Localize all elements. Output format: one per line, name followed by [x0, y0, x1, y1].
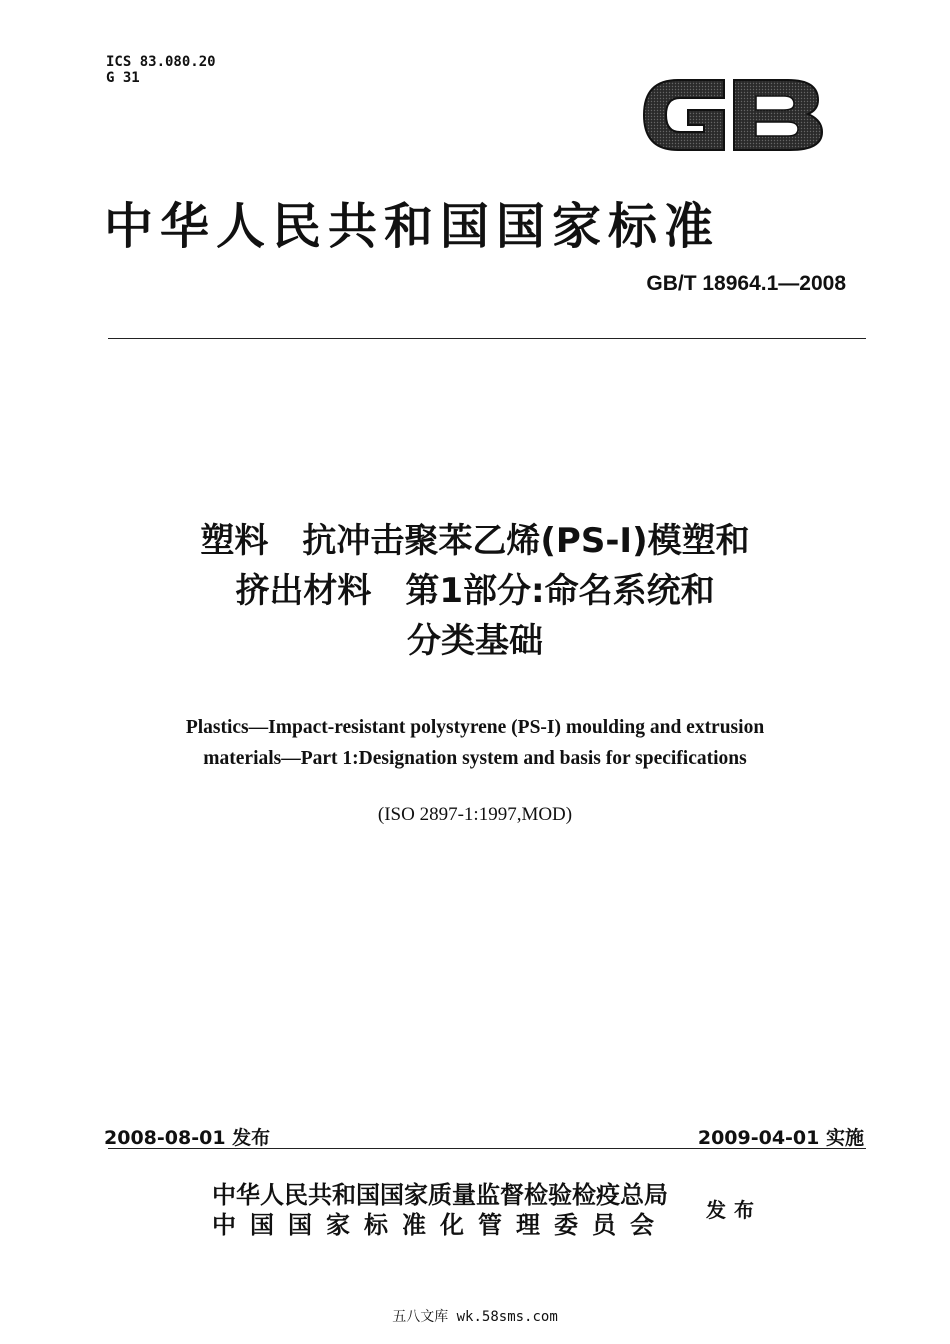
ccs-code: G 31	[106, 70, 140, 86]
chinese-title-line-3: 分类基础	[407, 621, 543, 661]
chinese-title-line-2: 挤出材料 第1部分:命名系统和	[235, 571, 715, 611]
footer-divider	[108, 1148, 866, 1149]
issuing-authorities	[212, 1180, 668, 1240]
logo-text: GB	[638, 70, 640, 71]
issuer-aqsiq: 中华人民共和国国家质量监督检验检疫总局	[212, 1180, 668, 1209]
watermark-footer: 五八文库 wk.58sms.com	[392, 1309, 558, 1325]
national-standard-title: 中华人民共和国国家标准	[104, 197, 721, 255]
english-title-line-1: Plastics—Impact-resistant polystyrene (PS-I) moulding and extrusion	[185, 717, 765, 738]
publish-label: 发布	[706, 1198, 762, 1222]
gb-logo	[638, 70, 826, 160]
implementation-date: 2009-04-01 实施	[697, 1127, 864, 1149]
ics-code: ICS 83.080.20	[106, 54, 216, 70]
issuer-sac: 中国国家标准化管理委员会	[212, 1210, 668, 1239]
classification-codes	[106, 54, 216, 86]
header-divider	[108, 338, 866, 339]
issue-date: 2008-08-01 发布	[104, 1127, 271, 1149]
english-title-line-2: materials—Part 1:Designation system and basis for specifications	[203, 748, 747, 769]
chinese-title-line-1: 塑料 抗冲击聚苯乙烯(PS-I)模塑和	[200, 521, 750, 561]
standard-number: GB/T 18964.1—2008	[646, 272, 846, 295]
english-title	[0, 712, 950, 774]
chinese-title	[0, 516, 950, 666]
iso-reference: (ISO 2897-1:1997,MOD)	[377, 804, 573, 825]
